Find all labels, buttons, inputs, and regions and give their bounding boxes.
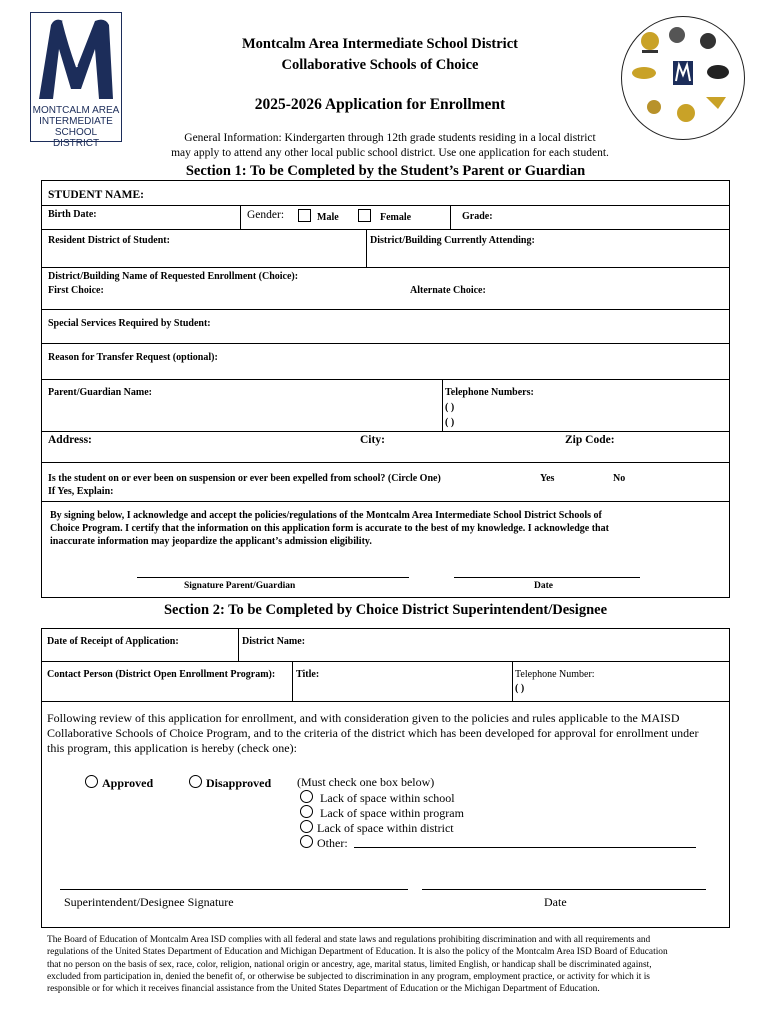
reason-transfer-label: Reason for Transfer Request (optional): <box>48 352 218 363</box>
footer-line-2: regulations of the United States Department of Education and Michigan Department of Education. It is also the policy of the Montcalm Area ISD Board of Education <box>47 947 668 958</box>
option-other-label: Other: <box>317 836 348 850</box>
superintendent-date-label: Date <box>544 895 567 909</box>
yes-option[interactable]: Yes <box>540 473 555 484</box>
student-name-field[interactable] <box>162 185 722 205</box>
telephone-number-label: Telephone Number: <box>515 669 595 680</box>
must-check-note: (Must check one box below) <box>297 775 435 789</box>
district-mascots-icon <box>622 17 743 138</box>
logo-line-3: SCHOOL DISTRICT <box>52 127 100 149</box>
birth-date-label: Birth Date: <box>48 209 97 220</box>
phone-2[interactable]: ( ) <box>445 417 455 428</box>
special-services-label: Special Services Required by Student: <box>48 318 211 329</box>
maisd-logo <box>30 12 122 149</box>
footer-line-3: that no person on the basis of sex, race, color, religion, national origin or ancestry, age, marital status, limited English, or handicap shall be discriminated against, <box>47 959 652 970</box>
review-line-1: Following review of this application for enrollment, and with consideration given to the policies and rules applicable to the MAISD <box>47 711 680 725</box>
option-other-radio[interactable] <box>300 835 313 848</box>
male-checkbox[interactable] <box>298 209 311 222</box>
contact-person-label: Contact Person (District Open Enrollment Program): <box>47 669 276 680</box>
superintendent-signature-label: Superintendent/Designee Signature <box>64 895 234 909</box>
superintendent-date-line[interactable] <box>422 889 706 890</box>
district-seal <box>621 16 745 140</box>
female-label: Female <box>380 212 412 223</box>
zip-code-label: Zip Code: <box>565 434 615 446</box>
general-info-line-1: General Information: Kindergarten through 12th grade students residing in a local district <box>184 132 596 144</box>
footer-line-1: The Board of Education of Montcalm Area ISD complies with all federal and state laws and regulations prohibiting discrimination and with all requirements and <box>47 935 651 945</box>
signature-parent-label: Signature Parent/Guardian <box>184 581 296 591</box>
general-info-line-2: may apply to attend any other local public school district. Use one application for each student. <box>171 147 609 159</box>
option-district-radio[interactable] <box>300 820 313 833</box>
suspension-question: Is the student on or ever been on suspension or ever been expelled from school? (Circle One) <box>48 473 441 484</box>
m-logo-icon <box>33 15 119 103</box>
section-1-title: Section 1: To be Completed by the Student’s Parent or Guardian <box>185 163 586 179</box>
first-choice-label: First Choice: <box>48 285 104 296</box>
title-label: Title: <box>296 669 320 680</box>
disapproved-label: Disapproved <box>206 776 272 790</box>
section-1-form <box>41 180 730 598</box>
resident-district-label: Resident District of Student: <box>48 235 170 246</box>
acknowledgement-line-1: By signing below, I acknowledge and accept the policies/regulations of the Montcalm Area Intermediate School District Schools of <box>50 510 602 521</box>
program-title: Collaborative Schools of Choice <box>281 57 479 73</box>
footer-line-5: responsible or for which it receives financial assistance from the United States Department of Education or the Michigan Department of Education. <box>47 984 600 995</box>
option-district-label: Lack of space within district <box>317 821 454 835</box>
no-option[interactable]: No <box>613 473 626 484</box>
disapproved-radio[interactable] <box>189 775 202 788</box>
district-name-label: District Name: <box>242 636 306 647</box>
option-program-label: Lack of space within program <box>320 806 464 820</box>
approved-label: Approved <box>102 776 154 790</box>
section-2-form <box>41 628 730 928</box>
section-2-title: Section 2: To be Completed by Choice District Superintendent/Designee <box>163 602 608 618</box>
acknowledgement-line-2: Choice Program. I certify that the information on this application form is accurate to the best of my knowledge. I acknowledge that <box>50 523 609 534</box>
district-title: Montcalm Area Intermediate School District <box>242 36 518 52</box>
grade-label: Grade: <box>462 211 493 222</box>
male-label: Male <box>317 212 339 223</box>
if-yes-explain-label: If Yes, Explain: <box>48 486 114 497</box>
approved-radio[interactable] <box>85 775 98 788</box>
option-program-radio[interactable] <box>300 805 313 818</box>
phone-1[interactable]: ( ) <box>445 402 455 413</box>
gender-label: Gender: <box>247 209 285 221</box>
telephone-number-blank[interactable]: ( ) <box>515 683 525 694</box>
logo-line-1: MONTCALM AREA <box>32 105 120 116</box>
date-receipt-label: Date of Receipt of Application: <box>47 636 179 647</box>
parent-name-label: Parent/Guardian Name: <box>48 387 152 398</box>
parent-date-line[interactable] <box>454 577 640 578</box>
female-checkbox[interactable] <box>358 209 371 222</box>
parent-date-label: Date <box>534 581 553 591</box>
review-line-3: this program, this application is hereby (check one): <box>47 741 297 755</box>
application-title: 2025-2026 Application for Enrollment <box>254 96 506 113</box>
option-school-radio[interactable] <box>300 790 313 803</box>
acknowledgement-line-3: inaccurate information may jeopardize the applicant’s admission eligibility. <box>50 536 372 547</box>
student-name-label: STUDENT NAME: <box>48 189 144 201</box>
footer-line-4: excluded from participation in, denied the benefit of, or otherwise be subjected to discrimination in any program, employment practice, or activity for which it is <box>47 971 650 982</box>
currently-attending-label: District/Building Currently Attending: <box>370 235 535 246</box>
city-label: City: <box>360 434 385 446</box>
address-label: Address: <box>48 434 92 446</box>
non-discrimination-statement <box>47 934 723 995</box>
logo-line-2: INTERMEDIATE <box>39 116 113 127</box>
review-line-2: Collaborative Schools of Choice Program, and to the criteria of the district which has been developed for approval for enrollment under <box>47 726 699 740</box>
other-reason-line[interactable] <box>354 847 696 848</box>
option-school-label: Lack of space within school <box>320 791 455 805</box>
requested-enrollment-label: District/Building Name of Requested Enrollment (Choice): <box>48 271 299 282</box>
parent-signature-line[interactable] <box>137 577 409 578</box>
superintendent-signature-line[interactable] <box>60 889 408 890</box>
alternate-choice-label: Alternate Choice: <box>410 285 486 296</box>
telephone-numbers-label: Telephone Numbers: <box>445 387 534 398</box>
